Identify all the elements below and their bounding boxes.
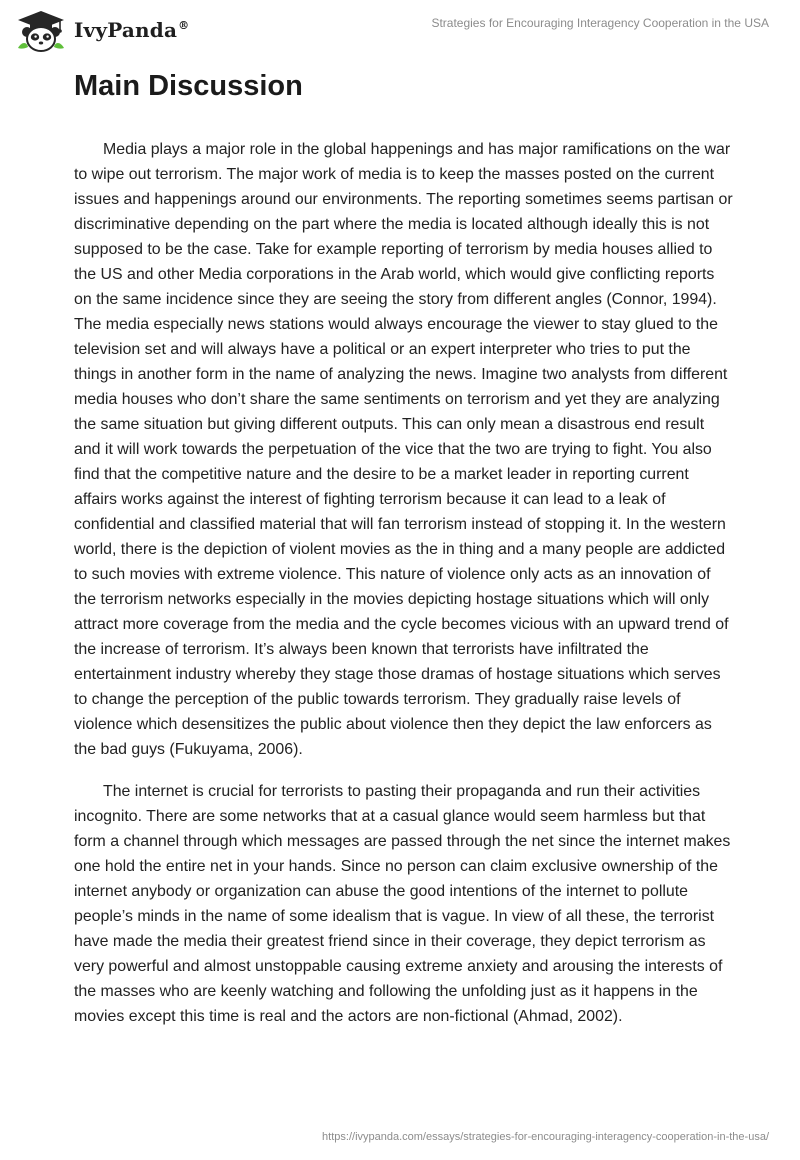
paragraph: Media plays a major role in the global happenings and has major ramifications on the war to wipe out terrorism. The major work of media is to keep the masses posted on the current issues and happenings around our environments. The reporting sometimes seems partisan or discriminative depending on the part where the media is located although ideally this is not supposed to be the case. Take for example reporting of terrorism by media houses allied to the US and other Media corporations in the Arab world, which would give conflicting reports on the same incidence since they are seeing the story from different angles (Connor, 1994). The media especially news stations would always encourage the viewer to stay glued to the television set and will always have a political or an expert interpreter who tries to put the things in another form in the name of analyzing the news. Imagine two analysts from different media houses who don’t share the same sentiments on terrorism and yet they are analyzing the same situation but giving different outputs. This can only mean a disastrous end result and it will work towards the perpetuation of the vice that the two are trying to fight. You also find that the competitive nature and the desire to be a market leader in reporting current affairs works against the interest of fighting terrorism because it can lead to a leak of confidential and classified material that will fan terrorism instead of stopping it. In the western world, there is the depiction of violent movies as the in thing and a many people are addicted to such movies with extreme violence. This nature of violence only acts as an innovation of the terrorism networks especially in the movies depicting hostage situations which will only attract more coverage from the media and the cycle becomes vicious with an upward trend of the increase of terrorism. It’s always been known that terrorists have infiltrated the entertainment industry whereby they stage those dramas of hostage situations which serves to change the perception of the public towards terrorism. They gradually raise levels of violence which desensitizes the public about violence then they depict the law enforcers as the bad guys (Fukuyama, 2006). bbox=[74, 141, 733, 758]
registered-mark: ® bbox=[178, 19, 190, 33]
article-body bbox=[74, 137, 734, 1046]
footer-url[interactable]: https://ivypanda.com/essays/strategies-for-encouraging-interagency-cooperation-in-the-usa/ bbox=[322, 1131, 769, 1143]
paragraph: The internet is crucial for terrorists to pasting their propaganda and run their activities incognito. There are some networks that at a casual glance would seem harmless but that form a channel through which messages are passed through the net since the internet makes one hold the entire net in your hands. Since no person can claim exclusive ownership of the internet anybody or organization can abuse the good intentions of the internet to pollute people’s minds in the name of some idealism that is vague. In view of all these, the terrorist have made the media their greatest friend since in their coverage, they depict terrorism as very powerful and almost unstoppable causing extreme anxiety and arousing the interests of the masses who are keenly watching and following the unfolding just as it happens in the movies except this time is real and the actors are non-fictional (Ahmad, 2002). bbox=[74, 783, 731, 1025]
ivypanda-logo[interactable] bbox=[14, 8, 189, 52]
logo-name: IvyPanda bbox=[74, 18, 178, 42]
page-header bbox=[0, 0, 800, 60]
document-title: Strategies for Encouraging Interagency Cooperation in the USA bbox=[431, 16, 769, 30]
section-heading: Main Discussion bbox=[74, 70, 303, 102]
logo-wordmark bbox=[74, 18, 189, 42]
panda-graduate-icon bbox=[14, 8, 68, 52]
